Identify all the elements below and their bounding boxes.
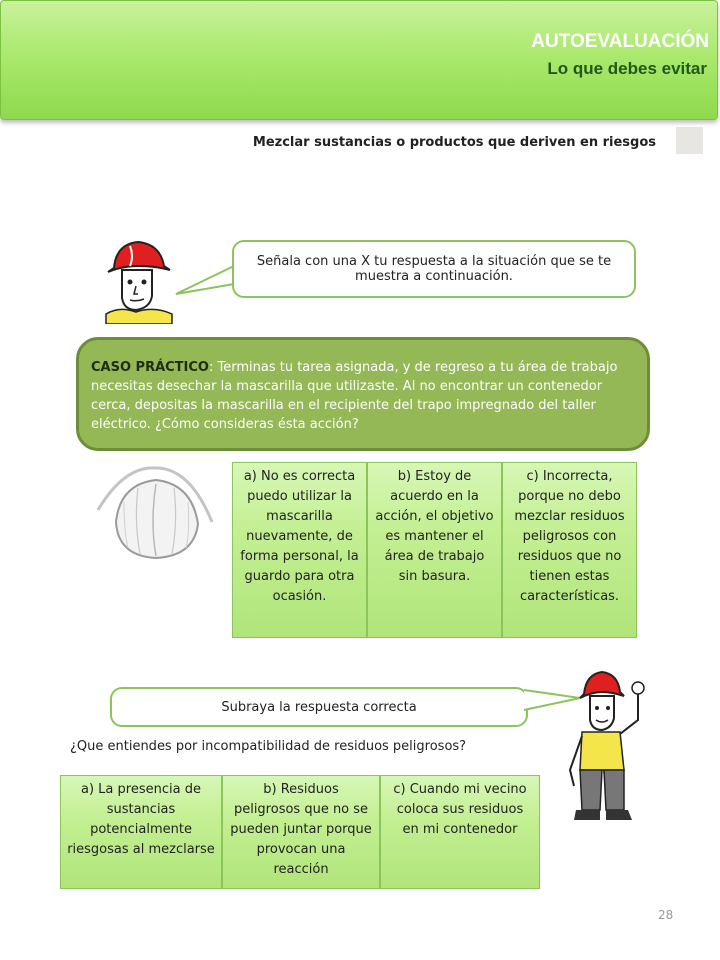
instruction-bubble-2 — [110, 687, 528, 727]
case-study-box — [76, 337, 650, 451]
case-option-b-text: b) Estoy de acuerdo en la acción, el objetivo es mantener el área de trabajo sin basura. — [375, 469, 494, 584]
instruction-text-2: Subraya la respuesta correcta — [221, 699, 417, 715]
instruction-text-1: Señala con una X tu respuesta a la situación que se te muestra a continuación. — [256, 254, 612, 284]
question-option-b-text: b) Residuos peligrosos que no se pueden juntar porque provocan una reacción — [230, 782, 372, 877]
instruction-bubble-1 — [232, 240, 636, 298]
bubble1-tail — [172, 262, 236, 302]
question-text: ¿Que entiendes por incompatibilidad de residuos peligrosos? — [70, 739, 467, 754]
question-option-b[interactable] — [222, 775, 380, 889]
case-option-c-text: c) Incorrecta, porque no debo mezclar residuos peligrosos con residuos que no tienen estas características. — [514, 469, 625, 604]
case-option-a-text: a) No es correcta puedo utilizar la mascarilla nuevamente, de forma personal, la guardo para otra ocasión. — [240, 469, 359, 604]
section-title: Mezclar sustancias o productos que deriven en riesgos — [252, 135, 656, 150]
case-option-a[interactable] — [232, 462, 367, 638]
case-option-c[interactable] — [502, 462, 637, 638]
case-option-b[interactable] — [367, 462, 502, 638]
worker-waving-illustration — [558, 670, 658, 824]
header-banner — [0, 0, 718, 120]
case-study-separator: : — [208, 360, 214, 375]
header-subtitle: Lo que debes evitar — [547, 59, 707, 78]
worker-head-illustration — [100, 236, 176, 324]
question-option-a[interactable] — [60, 775, 222, 889]
corner-decoration — [676, 127, 703, 154]
case-study-text: Terminas tu tarea asignada, y de regreso a tu área de trabajo necesitas desechar la mascarilla que utilizaste. Al no encontrar un contenedor cerca, depositas la mascarilla en el recipiente del trapo impregnado del taller eléctrico. ¿Cómo consideras ésta acción? — [91, 360, 618, 432]
question-option-c[interactable] — [380, 775, 540, 889]
page-number: 28 — [658, 908, 674, 922]
header-title: AUTOEVALUACIÓN — [531, 31, 709, 52]
case-study-label: CASO PRÁCTICO — [91, 360, 209, 375]
mask-illustration — [94, 462, 216, 562]
question-option-a-text: a) La presencia de sustancias potencialmente riesgosas al mezclarse — [67, 782, 215, 857]
question-option-c-text: c) Cuando mi vecino coloca sus residuos en mi contenedor — [393, 782, 527, 837]
